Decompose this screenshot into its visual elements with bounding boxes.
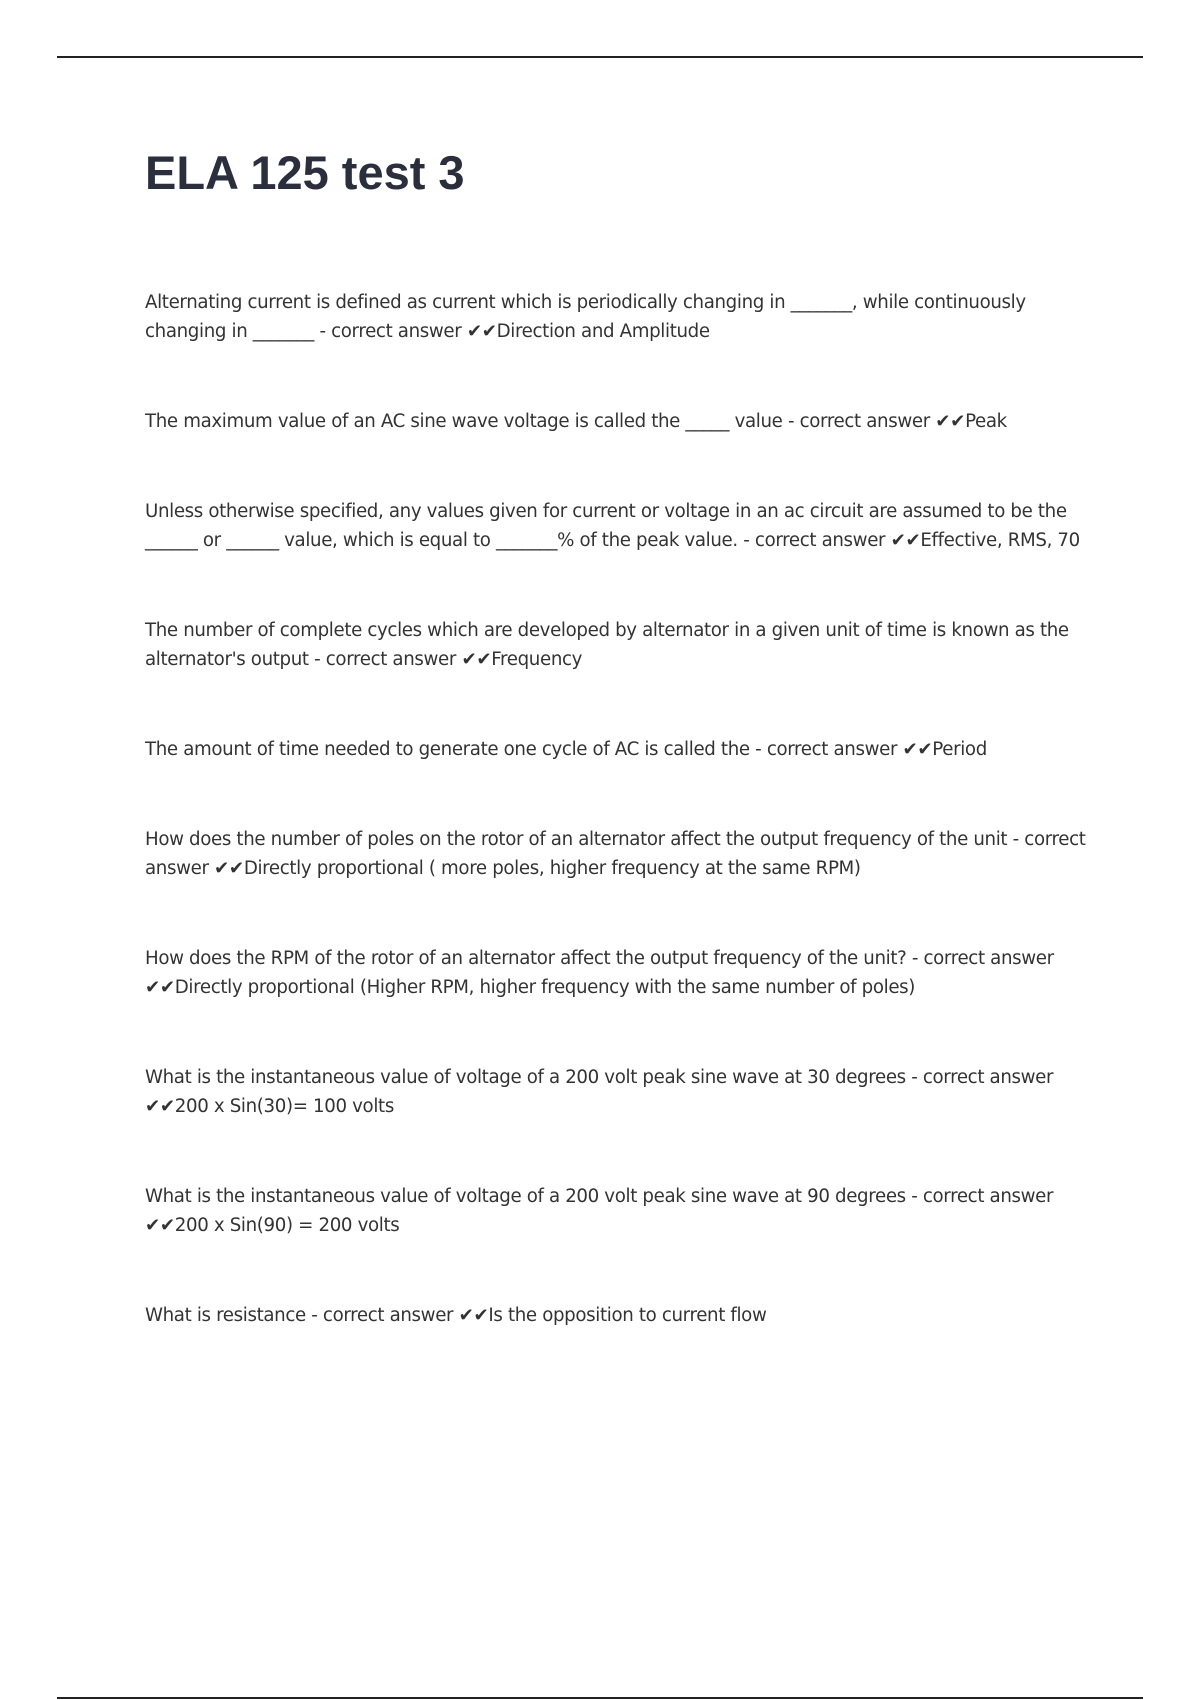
check-marks-icon: ✔✔ bbox=[890, 530, 921, 551]
question-text: What is the instantaneous value of voltage of a 200 volt peak sine wave at 90 degrees bbox=[145, 1186, 906, 1207]
qa-item bbox=[145, 825, 1090, 883]
check-marks-icon: ✔✔ bbox=[214, 858, 244, 879]
check-marks-icon: ✔✔ bbox=[458, 1305, 489, 1326]
qa-item bbox=[145, 944, 1090, 1002]
bottom-rule bbox=[57, 1697, 1143, 1699]
qa-item bbox=[145, 407, 1090, 436]
correct-answer-label: - correct answer bbox=[311, 1305, 454, 1326]
check-marks-icon: ✔✔ bbox=[461, 649, 492, 670]
check-marks-icon: ✔✔ bbox=[145, 1215, 175, 1236]
correct-answer-label: - correct answer bbox=[911, 948, 1054, 969]
answer-text: Frequency bbox=[491, 649, 583, 670]
answer-text: Peak bbox=[965, 411, 1007, 432]
question-text: How does the number of poles on the rotor of an alternator affect the output frequency of the unit bbox=[145, 829, 1008, 850]
question-text: What is the instantaneous value of voltage of a 200 volt peak sine wave at 30 degrees bbox=[145, 1067, 906, 1088]
answer-text: Direction and Amplitude bbox=[496, 321, 710, 342]
answer-text: Directly proportional ( more poles, higher frequency at the same RPM) bbox=[243, 858, 861, 879]
check-marks-icon: ✔✔ bbox=[145, 1096, 175, 1117]
question-text: Alternating current is defined as current which is periodically changing in _______, while continuously changing in _______ bbox=[145, 292, 1026, 342]
correct-answer-label: - correct answer bbox=[911, 1067, 1054, 1088]
document-body bbox=[145, 145, 1090, 1391]
question-text: The amount of time needed to generate one cycle of AC is called the bbox=[145, 739, 750, 760]
correct-answer-label: - correct answer bbox=[145, 829, 1086, 879]
answer-text: Directly proportional (Higher RPM, higher frequency with the same number of poles) bbox=[174, 977, 916, 998]
qa-item bbox=[145, 1063, 1090, 1121]
qa-item bbox=[145, 497, 1090, 555]
question-text: The maximum value of an AC sine wave voltage is called the _____ value bbox=[145, 411, 783, 432]
qa-item bbox=[145, 1182, 1090, 1240]
question-text: Unless otherwise specified, any values given for current or voltage in an ac circuit are assumed to be the ______ or ______ value, which is equal to _______% of the peak value. bbox=[145, 501, 1067, 551]
answer-text: 200 x Sin(90) = 200 volts bbox=[174, 1215, 400, 1236]
answer-text: Period bbox=[932, 739, 987, 760]
question-text: What is resistance bbox=[145, 1305, 306, 1326]
qa-item bbox=[145, 616, 1090, 674]
correct-answer-label: - correct answer bbox=[911, 1186, 1054, 1207]
correct-answer-label: - correct answer bbox=[755, 739, 898, 760]
qa-list bbox=[145, 288, 1090, 1330]
check-marks-icon: ✔✔ bbox=[935, 411, 966, 432]
check-marks-icon: ✔✔ bbox=[902, 739, 933, 760]
question-text: How does the RPM of the rotor of an alternator affect the output frequency of the unit? bbox=[145, 948, 907, 969]
qa-item bbox=[145, 1301, 1090, 1330]
document-title: ELA 125 test 3 bbox=[145, 146, 465, 199]
answer-text: 200 x Sin(30)= 100 volts bbox=[174, 1096, 394, 1117]
check-marks-icon: ✔✔ bbox=[145, 977, 175, 998]
qa-item bbox=[145, 735, 1090, 764]
answer-text: Is the opposition to current flow bbox=[488, 1305, 767, 1326]
top-rule bbox=[57, 56, 1143, 58]
question-text: The number of complete cycles which are developed by alternator in a given unit of time is known as the alternator's output bbox=[145, 620, 1069, 670]
answer-text: Effective, RMS, 70 bbox=[920, 530, 1080, 551]
correct-answer-label: - correct answer bbox=[743, 530, 886, 551]
qa-item bbox=[145, 288, 1090, 346]
check-marks-icon: ✔✔ bbox=[466, 321, 497, 342]
correct-answer-label: - correct answer bbox=[787, 411, 930, 432]
correct-answer-label: - correct answer bbox=[314, 649, 457, 670]
correct-answer-label: - correct answer bbox=[319, 321, 462, 342]
